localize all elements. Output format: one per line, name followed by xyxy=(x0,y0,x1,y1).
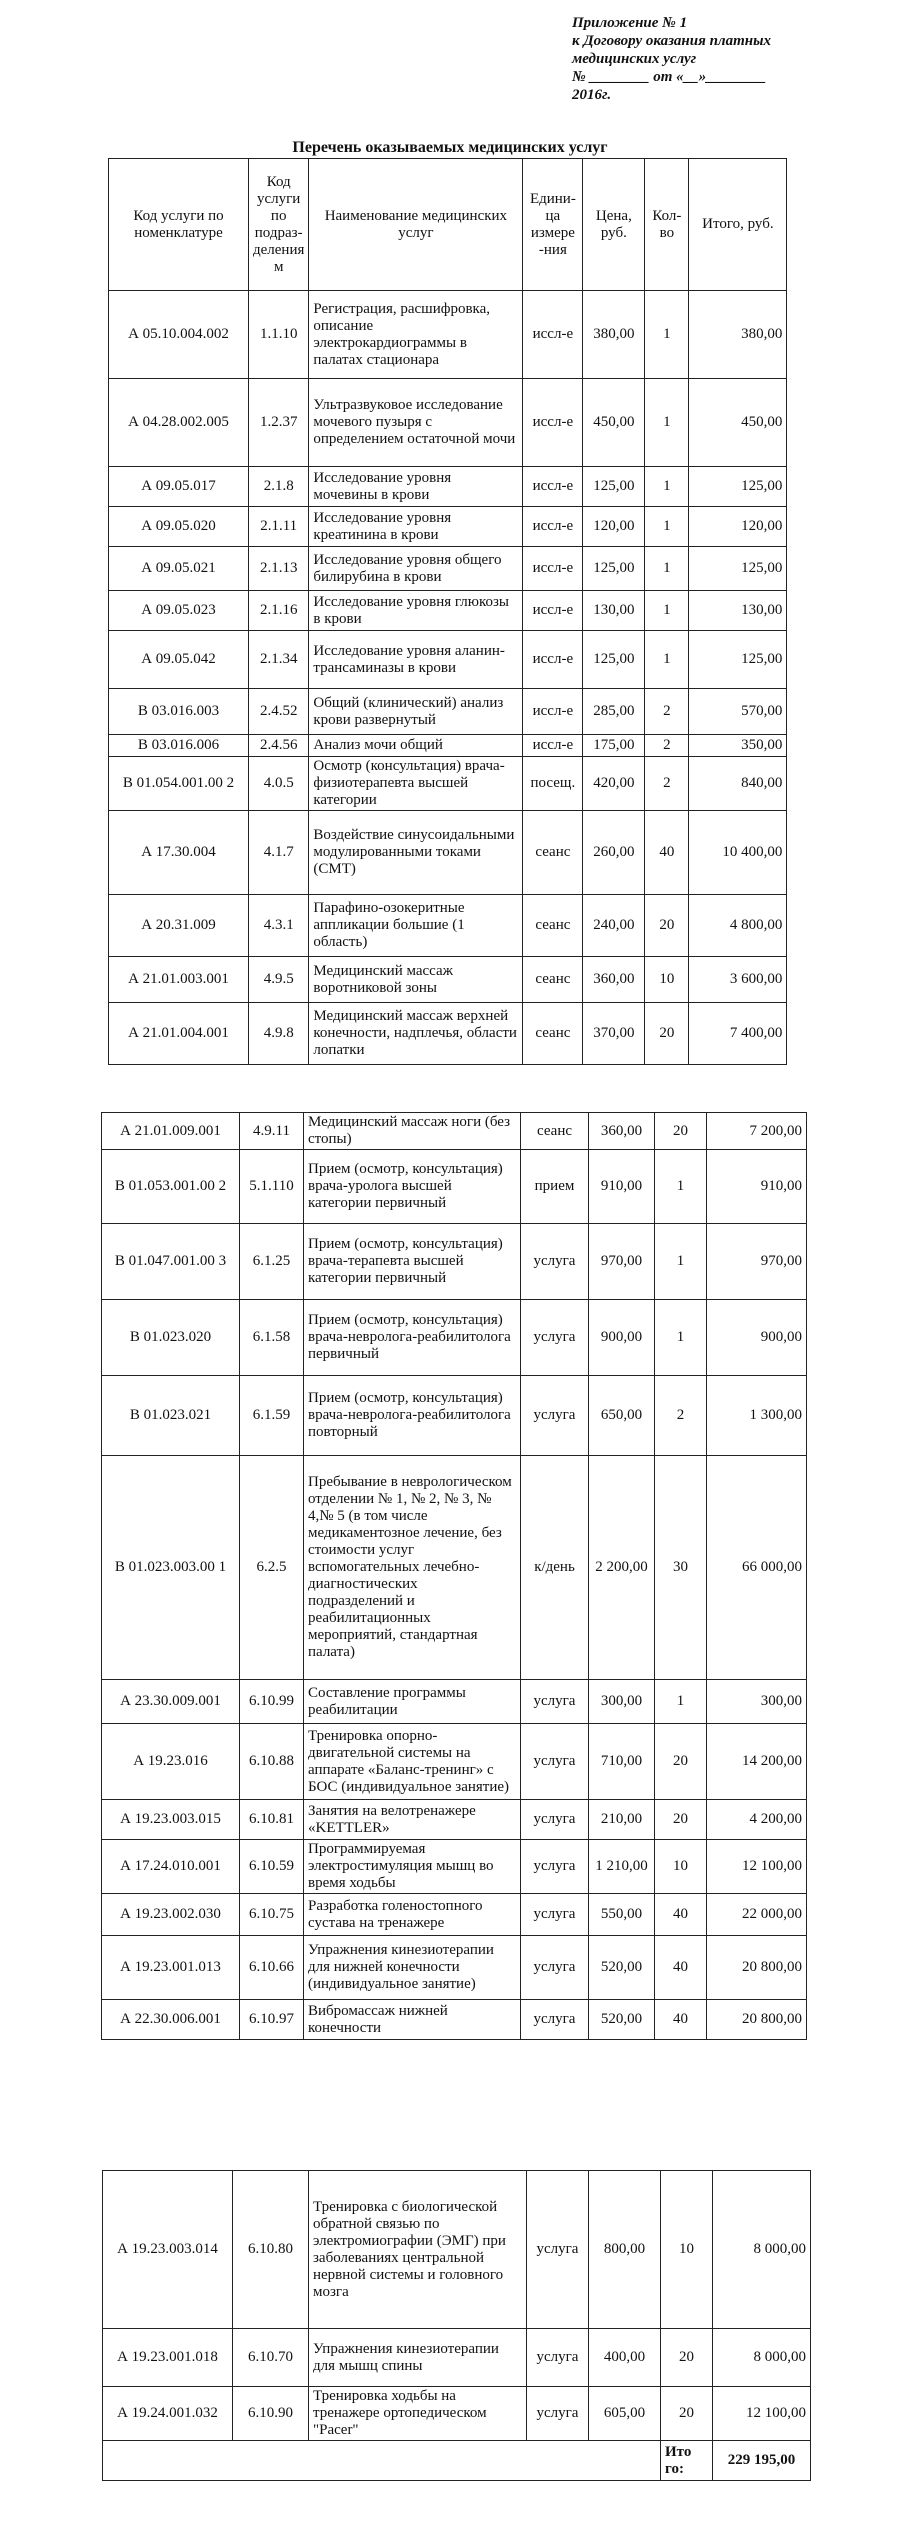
cell-unit: иссл-е xyxy=(523,467,583,507)
cell-price: 550,00 xyxy=(589,1894,655,1936)
cell-total: 120,00 xyxy=(689,507,787,547)
cell-sub: 6.1.25 xyxy=(240,1224,304,1300)
cell-sub: 2.1.8 xyxy=(249,467,309,507)
appendix-contract-line: к Договору оказания платных xyxy=(572,33,772,49)
cell-qty: 10 xyxy=(661,2171,713,2329)
table-row xyxy=(102,1113,807,1150)
appendix-title: Приложение № 1 xyxy=(572,15,688,31)
cell-total: 12 100,00 xyxy=(713,2387,811,2441)
cell-sub: 4.9.11 xyxy=(240,1113,304,1150)
table-row xyxy=(102,1456,807,1680)
cell-name: Общий (клинический) анализ крови развернутый xyxy=(309,689,523,735)
cell-sub: 2.1.13 xyxy=(249,547,309,591)
table-row xyxy=(103,2171,811,2329)
cell-total: 130,00 xyxy=(689,591,787,631)
cell-unit: сеанс xyxy=(523,895,583,957)
cell-unit: сеанс xyxy=(523,811,583,895)
cell-price: 130,00 xyxy=(583,591,645,631)
cell-code: В 01.054.001.00 2 xyxy=(109,757,249,811)
services-table-part-1 xyxy=(108,158,787,1065)
cell-name: Исследование уровня глюкозы в крови xyxy=(309,591,523,631)
cell-price: 420,00 xyxy=(583,757,645,811)
table-row xyxy=(109,689,787,735)
cell-total: 570,00 xyxy=(689,689,787,735)
appendix-block xyxy=(572,14,872,104)
cell-price: 240,00 xyxy=(583,895,645,957)
cell-total: 300,00 xyxy=(707,1680,807,1724)
header-total: Итого, руб. xyxy=(689,159,787,291)
header-name: Наименование медицинских услуг xyxy=(309,159,523,291)
cell-unit: сеанс xyxy=(523,957,583,1003)
cell-code: А 23.30.009.001 xyxy=(102,1680,240,1724)
cell-unit: иссл-е xyxy=(523,291,583,379)
cell-code: А 22.30.006.001 xyxy=(102,2000,240,2040)
cell-unit: иссл-е xyxy=(523,507,583,547)
cell-price: 285,00 xyxy=(583,689,645,735)
cell-code: А 04.28.002.005 xyxy=(109,379,249,467)
table-row xyxy=(103,2387,811,2441)
table-row xyxy=(109,291,787,379)
cell-sub: 1.2.37 xyxy=(249,379,309,467)
cell-total: 125,00 xyxy=(689,631,787,689)
section1-body xyxy=(109,291,787,1065)
table-row xyxy=(103,2329,811,2387)
cell-sub: 6.2.5 xyxy=(240,1456,304,1680)
cell-qty: 20 xyxy=(645,1003,689,1065)
cell-price: 120,00 xyxy=(583,507,645,547)
cell-price: 360,00 xyxy=(589,1113,655,1150)
cell-code: А 19.23.001.013 xyxy=(102,1936,240,2000)
cell-total: 840,00 xyxy=(689,757,787,811)
cell-sub: 6.10.70 xyxy=(233,2329,309,2387)
cell-unit: сеанс xyxy=(523,1003,583,1065)
cell-price: 605,00 xyxy=(589,2387,661,2441)
cell-sub: 6.1.58 xyxy=(240,1300,304,1376)
cell-total: 7 400,00 xyxy=(689,1003,787,1065)
services-table-part-3 xyxy=(102,2170,811,2481)
table-row xyxy=(102,1224,807,1300)
cell-sub: 6.10.99 xyxy=(240,1680,304,1724)
summary-value: 229 195,00 xyxy=(713,2441,811,2481)
cell-unit: услуга xyxy=(527,2387,589,2441)
cell-unit: сеанс xyxy=(521,1113,589,1150)
header-price: Цена, руб. xyxy=(583,159,645,291)
cell-sub: 6.10.81 xyxy=(240,1800,304,1840)
cell-code: А 09.05.020 xyxy=(109,507,249,547)
cell-unit: услуга xyxy=(521,1894,589,1936)
cell-code: А 09.05.017 xyxy=(109,467,249,507)
cell-code: А 09.05.021 xyxy=(109,547,249,591)
cell-name: Упражнения кинезиотерапии для нижней конечности (индивидуальное занятие) xyxy=(304,1936,521,2000)
table-row xyxy=(109,507,787,547)
cell-price: 260,00 xyxy=(583,811,645,895)
cell-qty: 1 xyxy=(645,467,689,507)
cell-sub: 4.1.7 xyxy=(249,811,309,895)
cell-code: В 01.053.001.00 2 xyxy=(102,1150,240,1224)
appendix-year-line: 2016г. xyxy=(572,87,612,103)
cell-qty: 2 xyxy=(645,689,689,735)
cell-unit: услуга xyxy=(521,1224,589,1300)
cell-name: Прием (осмотр, консультация) врача-невролога-реабилитолога повторный xyxy=(304,1376,521,1456)
cell-sub: 1.1.10 xyxy=(249,291,309,379)
cell-total: 20 800,00 xyxy=(707,2000,807,2040)
cell-qty: 1 xyxy=(655,1150,707,1224)
cell-total: 12 100,00 xyxy=(707,1840,807,1894)
cell-total: 14 200,00 xyxy=(707,1724,807,1800)
cell-qty: 20 xyxy=(661,2329,713,2387)
cell-price: 125,00 xyxy=(583,547,645,591)
cell-price: 520,00 xyxy=(589,1936,655,2000)
cell-unit: прием xyxy=(521,1150,589,1224)
cell-sub: 6.10.66 xyxy=(240,1936,304,2000)
cell-name: Тренировка с биологической обратной связью по электромиографии (ЭМГ) при заболеваниях центральной нервной системы и головного мозга xyxy=(309,2171,527,2329)
cell-code: А 05.10.004.002 xyxy=(109,291,249,379)
cell-total: 66 000,00 xyxy=(707,1456,807,1680)
cell-total: 970,00 xyxy=(707,1224,807,1300)
cell-sub: 6.10.59 xyxy=(240,1840,304,1894)
cell-total: 125,00 xyxy=(689,467,787,507)
cell-unit: иссл-е xyxy=(523,631,583,689)
table-row xyxy=(109,811,787,895)
section3-body xyxy=(103,2171,811,2441)
cell-sub: 6.10.80 xyxy=(233,2171,309,2329)
cell-name: Исследование уровня мочевины в крови xyxy=(309,467,523,507)
cell-total: 4 200,00 xyxy=(707,1800,807,1840)
cell-price: 970,00 xyxy=(589,1224,655,1300)
cell-name: Осмотр (консультация) врача-физиотерапевта высшей категории xyxy=(309,757,523,811)
cell-total: 20 800,00 xyxy=(707,1936,807,2000)
cell-price: 360,00 xyxy=(583,957,645,1003)
cell-sub: 6.10.88 xyxy=(240,1724,304,1800)
cell-sub: 6.1.59 xyxy=(240,1376,304,1456)
cell-unit: услуга xyxy=(521,1300,589,1376)
cell-qty: 40 xyxy=(655,1894,707,1936)
table-row xyxy=(102,1300,807,1376)
cell-sub: 4.9.8 xyxy=(249,1003,309,1065)
cell-price: 2 200,00 xyxy=(589,1456,655,1680)
cell-code: А 17.30.004 xyxy=(109,811,249,895)
cell-qty: 2 xyxy=(655,1376,707,1456)
summary-row xyxy=(103,2441,811,2481)
table-row xyxy=(102,1724,807,1800)
cell-qty: 2 xyxy=(645,757,689,811)
cell-code: А 19.23.016 xyxy=(102,1724,240,1800)
cell-total: 910,00 xyxy=(707,1150,807,1224)
cell-qty: 1 xyxy=(645,591,689,631)
cell-unit: услуга xyxy=(521,1376,589,1456)
section2-body xyxy=(102,1113,807,2040)
cell-qty: 40 xyxy=(645,811,689,895)
cell-qty: 1 xyxy=(655,1680,707,1724)
cell-sub: 4.3.1 xyxy=(249,895,309,957)
cell-unit: иссл-е xyxy=(523,547,583,591)
cell-name: Вибромассаж нижней конечности xyxy=(304,2000,521,2040)
cell-price: 450,00 xyxy=(583,379,645,467)
cell-name: Парафино-озокеритные аппликации большие (1 область) xyxy=(309,895,523,957)
cell-sub: 2.4.52 xyxy=(249,689,309,735)
cell-unit: иссл-е xyxy=(523,735,583,757)
cell-sub: 2.1.16 xyxy=(249,591,309,631)
cell-name: Прием (осмотр, консультация) врача-уролога высшей категории первичный xyxy=(304,1150,521,1224)
appendix-contract-line: медицинских услуг xyxy=(572,51,697,67)
cell-code: А 17.24.010.001 xyxy=(102,1840,240,1894)
cell-code: В 01.047.001.00 3 xyxy=(102,1224,240,1300)
cell-price: 1 210,00 xyxy=(589,1840,655,1894)
cell-name: Занятия на велотренажере «KETTLER» xyxy=(304,1800,521,1840)
table-header-row xyxy=(109,159,787,291)
cell-total: 380,00 xyxy=(689,291,787,379)
table-row xyxy=(102,1800,807,1840)
cell-price: 370,00 xyxy=(583,1003,645,1065)
table-row xyxy=(102,1150,807,1224)
cell-unit: услуга xyxy=(527,2171,589,2329)
cell-qty: 20 xyxy=(661,2387,713,2441)
cell-name: Разработка голеностопного сустава на тренажере xyxy=(304,1894,521,1936)
cell-name: Регистрация, расшифровка, описание электрокардиограммы в палатах стационара xyxy=(309,291,523,379)
cell-total: 350,00 xyxy=(689,735,787,757)
document-title: Перечень оказываемых медицинских услуг xyxy=(292,139,608,156)
cell-unit: к/день xyxy=(521,1456,589,1680)
table-row xyxy=(102,1894,807,1936)
services-table-part-2 xyxy=(101,1112,807,2040)
cell-price: 125,00 xyxy=(583,467,645,507)
cell-price: 400,00 xyxy=(589,2329,661,2387)
header-unit: Едини-ца измере -ния xyxy=(523,159,583,291)
cell-qty: 40 xyxy=(655,1936,707,2000)
cell-unit: услуга xyxy=(521,1724,589,1800)
cell-name: Программируемая электростимуляция мышц во время ходьбы xyxy=(304,1840,521,1894)
table-row xyxy=(109,735,787,757)
cell-name: Медицинский массаж ноги (без стопы) xyxy=(304,1113,521,1150)
cell-code: А 19.23.001.018 xyxy=(103,2329,233,2387)
cell-qty: 1 xyxy=(645,291,689,379)
cell-qty: 1 xyxy=(645,547,689,591)
cell-qty: 1 xyxy=(645,507,689,547)
cell-name: Тренировка опорно-двигательной системы на аппарате «Баланс-тренинг» с БОС (индивидуальное занятие) xyxy=(304,1724,521,1800)
cell-code: А 21.01.004.001 xyxy=(109,1003,249,1065)
cell-code: А 19.23.003.015 xyxy=(102,1800,240,1840)
cell-unit: иссл-е xyxy=(523,379,583,467)
summary-label: Ито го: xyxy=(661,2441,713,2481)
cell-code: В 03.016.006 xyxy=(109,735,249,757)
cell-code: В 01.023.021 xyxy=(102,1376,240,1456)
table-row xyxy=(109,1003,787,1065)
table-row xyxy=(102,2000,807,2040)
cell-total: 450,00 xyxy=(689,379,787,467)
cell-price: 900,00 xyxy=(589,1300,655,1376)
cell-sub: 2.4.56 xyxy=(249,735,309,757)
cell-unit: посещ. xyxy=(523,757,583,811)
cell-name: Тренировка ходьбы на тренажере ортопедическом "Pacer" xyxy=(309,2387,527,2441)
table-row xyxy=(102,1376,807,1456)
header-qty: Кол-во xyxy=(645,159,689,291)
cell-price: 175,00 xyxy=(583,735,645,757)
cell-total: 8 000,00 xyxy=(713,2171,811,2329)
cell-qty: 1 xyxy=(655,1224,707,1300)
table-row xyxy=(109,757,787,811)
cell-price: 210,00 xyxy=(589,1800,655,1840)
table-row xyxy=(109,895,787,957)
cell-unit: иссл-е xyxy=(523,591,583,631)
cell-unit: услуга xyxy=(521,1800,589,1840)
table-row xyxy=(109,591,787,631)
cell-code: А 21.01.003.001 xyxy=(109,957,249,1003)
table-row xyxy=(109,379,787,467)
cell-total: 22 000,00 xyxy=(707,1894,807,1936)
cell-name: Медицинский массаж верхней конечности, надплечья, области лопатки xyxy=(309,1003,523,1065)
cell-unit: услуга xyxy=(521,1680,589,1724)
cell-sub: 2.1.11 xyxy=(249,507,309,547)
cell-total: 10 400,00 xyxy=(689,811,787,895)
cell-qty: 10 xyxy=(655,1840,707,1894)
cell-code: В 03.016.003 xyxy=(109,689,249,735)
cell-name: Прием (осмотр, консультация) врача-невролога-реабилитолога первичный xyxy=(304,1300,521,1376)
cell-qty: 40 xyxy=(655,2000,707,2040)
table-row xyxy=(109,467,787,507)
cell-total: 900,00 xyxy=(707,1300,807,1376)
cell-code: А 19.23.003.014 xyxy=(103,2171,233,2329)
header-code: Код услуги по номенклатуре xyxy=(109,159,249,291)
table-row xyxy=(109,631,787,689)
cell-name: Пребывание в неврологическом отделении № 1, № 2, № 3, № 4,№ 5 (в том числе медикаментозное лечение, без стоимости услуг вспомогательных лечебно-диагностических подразделений и реабилитационных мероприятий, стандартная палата) xyxy=(304,1456,521,1680)
cell-name: Исследование уровня общего билирубина в крови xyxy=(309,547,523,591)
cell-code: А 09.05.042 xyxy=(109,631,249,689)
cell-qty: 10 xyxy=(645,957,689,1003)
table-row xyxy=(109,547,787,591)
appendix-number-line: № ________ от «__»________ xyxy=(572,69,767,85)
table-row xyxy=(102,1840,807,1894)
cell-qty: 20 xyxy=(655,1800,707,1840)
cell-sub: 4.0.5 xyxy=(249,757,309,811)
cell-qty: 20 xyxy=(655,1724,707,1800)
cell-unit: услуга xyxy=(521,2000,589,2040)
cell-total: 4 800,00 xyxy=(689,895,787,957)
cell-unit: услуга xyxy=(527,2329,589,2387)
cell-total: 3 600,00 xyxy=(689,957,787,1003)
cell-price: 910,00 xyxy=(589,1150,655,1224)
cell-name: Прием (осмотр, консультация) врача-терапевта высшей категории первичный xyxy=(304,1224,521,1300)
cell-name: Медицинский массаж воротниковой зоны xyxy=(309,957,523,1003)
cell-price: 800,00 xyxy=(589,2171,661,2329)
cell-qty: 30 xyxy=(655,1456,707,1680)
cell-name: Упражнения кинезиотерапии для мышц спины xyxy=(309,2329,527,2387)
table-row xyxy=(102,1680,807,1724)
cell-qty: 1 xyxy=(645,379,689,467)
cell-qty: 20 xyxy=(645,895,689,957)
cell-sub: 6.10.75 xyxy=(240,1894,304,1936)
cell-code: В 01.023.020 xyxy=(102,1300,240,1376)
cell-name: Ультразвуковое исследование мочевого пузыря с определением остаточной мочи xyxy=(309,379,523,467)
cell-total: 125,00 xyxy=(689,547,787,591)
cell-sub: 4.9.5 xyxy=(249,957,309,1003)
cell-price: 300,00 xyxy=(589,1680,655,1724)
table-row xyxy=(109,957,787,1003)
cell-name: Анализ мочи общий xyxy=(309,735,523,757)
cell-sub: 6.10.90 xyxy=(233,2387,309,2441)
cell-name: Составление программы реабилитации xyxy=(304,1680,521,1724)
cell-unit: иссл-е xyxy=(523,689,583,735)
cell-total: 8 000,00 xyxy=(713,2329,811,2387)
cell-price: 380,00 xyxy=(583,291,645,379)
cell-code: В 01.023.003.00 1 xyxy=(102,1456,240,1680)
cell-sub: 5.1.110 xyxy=(240,1150,304,1224)
cell-qty: 1 xyxy=(655,1300,707,1376)
cell-code: А 20.31.009 xyxy=(109,895,249,957)
cell-code: А 21.01.009.001 xyxy=(102,1113,240,1150)
cell-name: Исследование уровня аланин-трансаминазы в крови xyxy=(309,631,523,689)
cell-total: 7 200,00 xyxy=(707,1113,807,1150)
cell-sub: 2.1.34 xyxy=(249,631,309,689)
cell-qty: 1 xyxy=(645,631,689,689)
cell-sub: 6.10.97 xyxy=(240,2000,304,2040)
cell-name: Исследование уровня креатинина в крови xyxy=(309,507,523,547)
cell-name: Воздействие синусоидальными модулированными токами (СМТ) xyxy=(309,811,523,895)
cell-unit: услуга xyxy=(521,1936,589,2000)
cell-qty: 20 xyxy=(655,1113,707,1150)
header-sub-code: Код услуги по подраз-деления м xyxy=(249,159,309,291)
cell-price: 125,00 xyxy=(583,631,645,689)
cell-unit: услуга xyxy=(521,1840,589,1894)
table-row xyxy=(102,1936,807,2000)
cell-code: А 09.05.023 xyxy=(109,591,249,631)
cell-price: 520,00 xyxy=(589,2000,655,2040)
cell-qty: 2 xyxy=(645,735,689,757)
cell-code: А 19.23.002.030 xyxy=(102,1894,240,1936)
cell-price: 650,00 xyxy=(589,1376,655,1456)
cell-price: 710,00 xyxy=(589,1724,655,1800)
cell-code: А 19.24.001.032 xyxy=(103,2387,233,2441)
cell-total: 1 300,00 xyxy=(707,1376,807,1456)
